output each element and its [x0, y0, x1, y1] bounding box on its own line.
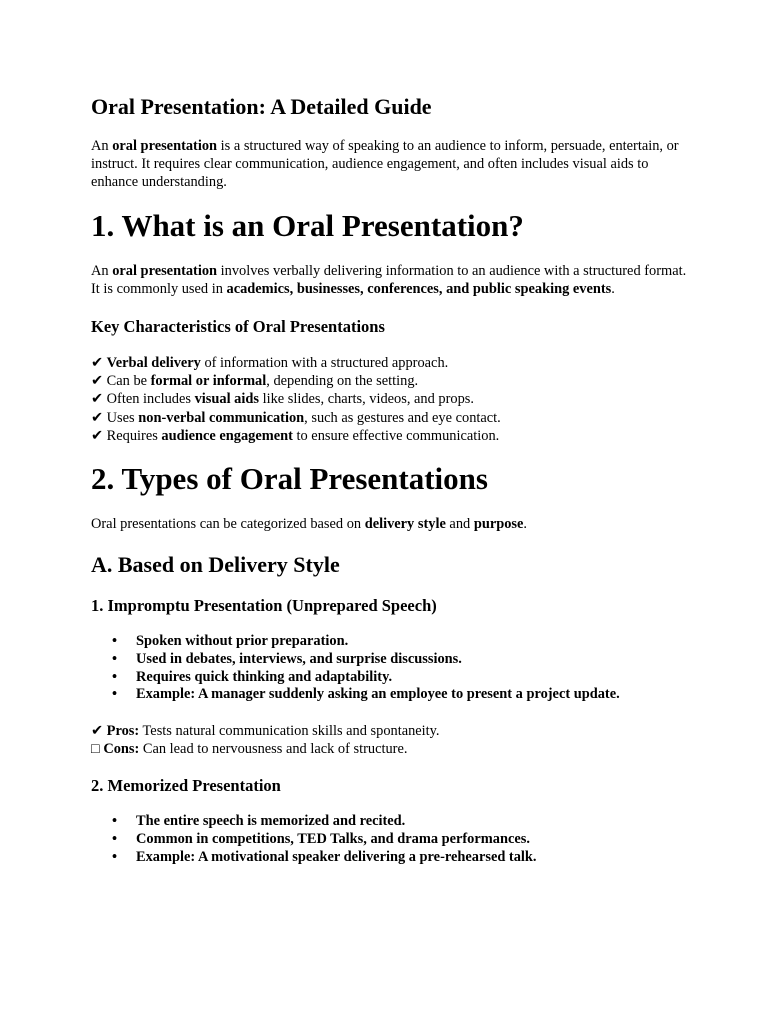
heading-impromptu: 1. Impromptu Presentation (Unprepared Speech): [91, 596, 437, 616]
text-run: .: [523, 516, 528, 533]
text-run: .: [611, 280, 615, 297]
text-run: An: [91, 262, 113, 279]
check-item: [91, 372, 691, 390]
bold-run: quick thinking and adaptability: [194, 668, 389, 685]
bold-run: audience engagement: [161, 427, 293, 444]
bold-run: academics, businesses, conferences, and public speaking events: [226, 280, 612, 297]
text-run: An: [91, 138, 113, 154]
section-heading-what-is: 1. What is an Oral Presentation?: [91, 207, 524, 243]
bold-run: Verbal delivery: [106, 355, 201, 372]
list-item: [91, 669, 691, 687]
intro-paragraph: [91, 137, 691, 192]
pros-label: Pros:: [106, 723, 140, 740]
text-run: .: [401, 813, 406, 830]
list-item: [91, 849, 691, 867]
text-run: , depending on the setting.: [266, 373, 419, 390]
text-run: Can be: [103, 373, 151, 390]
text-run: Spoken: [136, 633, 186, 650]
text-run: , such as gestures and eye contact.: [304, 409, 501, 426]
missing-glyph-icon: □: [91, 741, 100, 758]
bold-run: formal or informal: [150, 373, 267, 390]
checkmark-icon: ✔: [91, 373, 104, 390]
bold-run: delivery style: [364, 516, 446, 533]
text-run: Example: A motivational speaker delivering a pre-rehearsed talk.: [136, 848, 537, 865]
list-item: [91, 686, 691, 704]
text-run: of information with a structured approach.: [200, 355, 449, 372]
text-run: .: [344, 633, 349, 650]
bold-run: non-verbal communication: [138, 409, 305, 426]
bullet-icon: •: [112, 813, 118, 830]
memorized-list: [91, 813, 691, 866]
bullet-icon: •: [112, 686, 118, 703]
text-run: Uses: [103, 409, 139, 426]
checkmark-icon: ✔: [91, 391, 104, 408]
bold-run: oral presentation: [112, 138, 218, 154]
check-item: [91, 354, 691, 372]
text-run: Requires: [103, 427, 162, 444]
list-item: [91, 831, 691, 849]
checkmark-icon: ✔: [91, 409, 104, 426]
checkmark-icon: ✔: [91, 723, 104, 740]
text-run: to ensure effective communication.: [292, 427, 500, 444]
text-run: The entire speech is: [136, 813, 261, 830]
bullet-icon: •: [112, 831, 118, 848]
list-item: [91, 651, 691, 669]
bold-run: visual aids: [194, 391, 259, 408]
text-run: Requires: [136, 668, 195, 685]
bullet-icon: •: [112, 633, 118, 650]
bold-run: oral presentation: [112, 262, 218, 279]
text-run: like slides, charts, videos, and props.: [258, 391, 474, 408]
check-item: [91, 390, 691, 408]
document-title: Oral Presentation: A Detailed Guide: [91, 94, 432, 119]
text-run: involves verbally delivering information to an audience with a structured format. It is commonly used in: [91, 262, 687, 297]
pros-cons: [91, 722, 691, 758]
bold-run: without prior preparation: [185, 633, 345, 650]
cons-line: [91, 740, 691, 758]
section2-paragraph: [91, 515, 691, 533]
text-run: and: [445, 516, 474, 533]
bullet-icon: •: [112, 668, 118, 685]
text-run: Common in: [136, 831, 212, 848]
subheading-delivery-style: A. Based on Delivery Style: [91, 552, 340, 578]
check-item: [91, 427, 691, 445]
document-content: [91, 94, 691, 867]
bold-run: memorized and recited: [260, 813, 402, 830]
checkmark-icon: ✔: [91, 355, 104, 372]
text-run: Often includes: [103, 391, 195, 408]
text-run: is a structured way of speaking to an audience to inform, persuade, entertain, or instruct. It requires clear communication, audience engagement, and often includes visual aids to enhance understanding.: [91, 138, 679, 191]
text-run: .: [388, 668, 393, 685]
impromptu-list: [91, 633, 691, 704]
text-run: Can lead to nervousness and lack of structure.: [139, 741, 408, 758]
heading-memorized: 2. Memorized Presentation: [91, 776, 281, 796]
section-heading-types: 2. Types of Oral Presentations: [91, 461, 488, 497]
subheading-key-characteristics: Key Characteristics of Oral Presentations: [91, 317, 385, 337]
text-run: Example: A manager suddenly asking an employee to present a project update.: [136, 686, 620, 703]
bold-run: debates, interviews, and surprise discussions: [185, 650, 459, 667]
text-run: .: [526, 831, 530, 848]
list-item: [91, 633, 691, 651]
bullet-icon: •: [112, 848, 118, 865]
text-run: .: [458, 650, 462, 667]
check-item: [91, 409, 691, 427]
bullet-icon: •: [112, 650, 118, 667]
list-item: [91, 813, 691, 831]
bold-run: purpose: [473, 516, 524, 533]
text-run: Oral presentations can be categorized based on: [91, 516, 365, 533]
cons-label: Cons:: [103, 741, 140, 758]
section1-paragraph: [91, 262, 691, 298]
bold-run: competitions, TED Talks, and drama performances: [211, 831, 527, 848]
text-run: Used in: [136, 650, 186, 667]
pros-line: [91, 722, 691, 740]
checkmark-icon: ✔: [91, 427, 104, 444]
text-run: Tests natural communication skills and spontaneity.: [139, 723, 440, 740]
characteristics-list: [91, 354, 691, 445]
